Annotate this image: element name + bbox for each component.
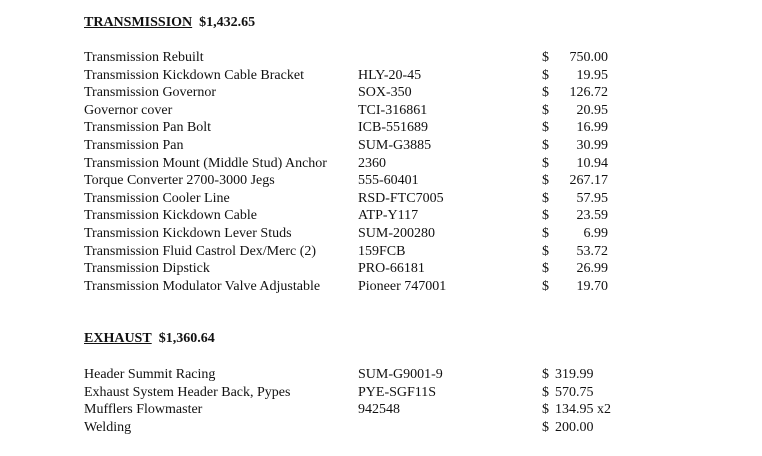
line-item-row	[0, 207, 762, 225]
item-currency-sign: $	[542, 155, 549, 171]
item-description: Transmission Mount (Middle Stud) Anchor	[84, 155, 327, 171]
item-description: Transmission Rebuilt	[84, 50, 204, 65]
item-amount: 19.95	[576, 67, 608, 83]
line-item-row	[0, 401, 762, 419]
item-part-number: 942548	[358, 402, 400, 418]
item-currency-sign: $	[542, 367, 549, 382]
line-item-row	[0, 172, 762, 190]
line-item-row	[0, 102, 762, 120]
item-amount: 19.70	[576, 278, 608, 294]
item-amount: 267.17	[569, 173, 608, 189]
item-part-number: 159FCB	[358, 243, 406, 259]
line-item-row	[0, 384, 762, 402]
item-amount: 26.99	[576, 261, 608, 277]
item-description: Exhaust System Header Back, Pypes	[84, 384, 291, 400]
item-part-number: PRO-66181	[358, 261, 425, 277]
item-amount: 57.95	[576, 190, 608, 206]
item-description: Transmission Governor	[84, 85, 217, 101]
item-currency-sign: $	[542, 120, 549, 136]
item-amount: 30.99	[576, 137, 608, 153]
line-item-row	[0, 225, 762, 243]
item-amount: 750.00	[569, 50, 608, 65]
line-item-row	[0, 84, 762, 102]
line-item-row	[0, 260, 762, 278]
item-description: Governor cover	[84, 102, 173, 118]
item-currency-sign: $	[542, 173, 549, 189]
section-total: $1,360.64	[158, 331, 215, 346]
transmission-items	[0, 49, 762, 295]
item-description: Transmission Fluid Castrol Dex/Merc (2)	[84, 243, 317, 259]
exhaust-items	[0, 366, 762, 436]
line-item-row	[0, 49, 762, 67]
line-item-row	[0, 278, 762, 296]
line-item-row	[0, 190, 762, 208]
item-description: Transmission Kickdown Cable Bracket	[84, 67, 304, 83]
item-part-number: 555-60401	[358, 173, 419, 189]
section-title: EXHAUST	[84, 331, 152, 346]
item-description: Mufflers Flowmaster	[84, 402, 203, 418]
item-description: Transmission Modulator Valve Adjustable	[84, 278, 321, 294]
item-currency-sign: $	[542, 208, 549, 224]
item-amount: 6.99	[583, 225, 608, 241]
item-amount: 570.75	[555, 384, 594, 400]
item-part-number: SUM-G3885	[358, 137, 432, 153]
item-part-number: ICB-551689	[358, 120, 428, 136]
item-part-number: SUM-200280	[358, 225, 436, 241]
item-currency-sign: $	[542, 225, 549, 241]
item-amount: 134.95 x2	[555, 402, 611, 418]
item-part-number: SUM-G9001-9	[358, 367, 443, 382]
item-description: Transmission Pan	[84, 137, 184, 153]
item-part-number: Pioneer 747001	[358, 278, 447, 294]
item-currency-sign: $	[542, 278, 549, 294]
item-description: Transmission Pan Bolt	[84, 120, 212, 136]
item-amount: 126.72	[569, 85, 608, 101]
line-item-row	[0, 119, 762, 137]
line-item-row	[0, 137, 762, 155]
item-amount: 23.59	[576, 208, 608, 224]
item-description: Transmission Dipstick	[84, 261, 210, 277]
item-currency-sign: $	[542, 402, 549, 418]
item-part-number: TCI-316861	[358, 102, 428, 118]
item-currency-sign: $	[542, 261, 549, 277]
exhaust-heading	[84, 330, 215, 348]
item-description: Welding	[84, 419, 132, 435]
section-total: $1,432.65	[199, 15, 256, 30]
item-currency-sign: $	[542, 50, 549, 65]
item-description: Transmission Kickdown Cable	[84, 208, 257, 224]
item-currency-sign: $	[542, 190, 549, 206]
line-item-row	[0, 67, 762, 85]
item-currency-sign: $	[542, 85, 549, 101]
transmission-heading	[84, 14, 255, 32]
item-amount: 200.00	[555, 419, 594, 435]
item-currency-sign: $	[542, 384, 549, 400]
item-description: Torque Converter 2700-3000 Jegs	[84, 173, 275, 189]
item-amount: 16.99	[576, 120, 608, 136]
item-part-number: ATP-Y117	[358, 208, 419, 224]
item-currency-sign: $	[542, 137, 549, 153]
line-item-row	[0, 366, 762, 384]
item-currency-sign: $	[542, 67, 549, 83]
line-item-row	[0, 419, 762, 437]
item-currency-sign: $	[542, 102, 549, 118]
item-description: Transmission Cooler Line	[84, 190, 230, 206]
item-currency-sign: $	[542, 243, 549, 259]
item-description: Header Summit Racing	[84, 367, 216, 382]
item-amount: 20.95	[576, 102, 608, 118]
item-part-number: SOX-350	[358, 85, 412, 101]
item-amount: 319.99	[555, 367, 594, 382]
item-amount: 53.72	[576, 243, 608, 259]
item-part-number: RSD-FTC7005	[358, 190, 444, 206]
section-title: TRANSMISSION	[84, 15, 193, 30]
item-part-number: 2360	[358, 155, 386, 171]
item-currency-sign: $	[542, 419, 549, 435]
item-part-number: PYE-SGF11S	[358, 384, 437, 400]
line-item-row	[0, 155, 762, 173]
item-amount: 10.94	[576, 155, 608, 171]
item-description: Transmission Kickdown Lever Studs	[84, 225, 292, 241]
item-part-number: HLY-20-45	[358, 67, 422, 83]
line-item-row	[0, 243, 762, 261]
